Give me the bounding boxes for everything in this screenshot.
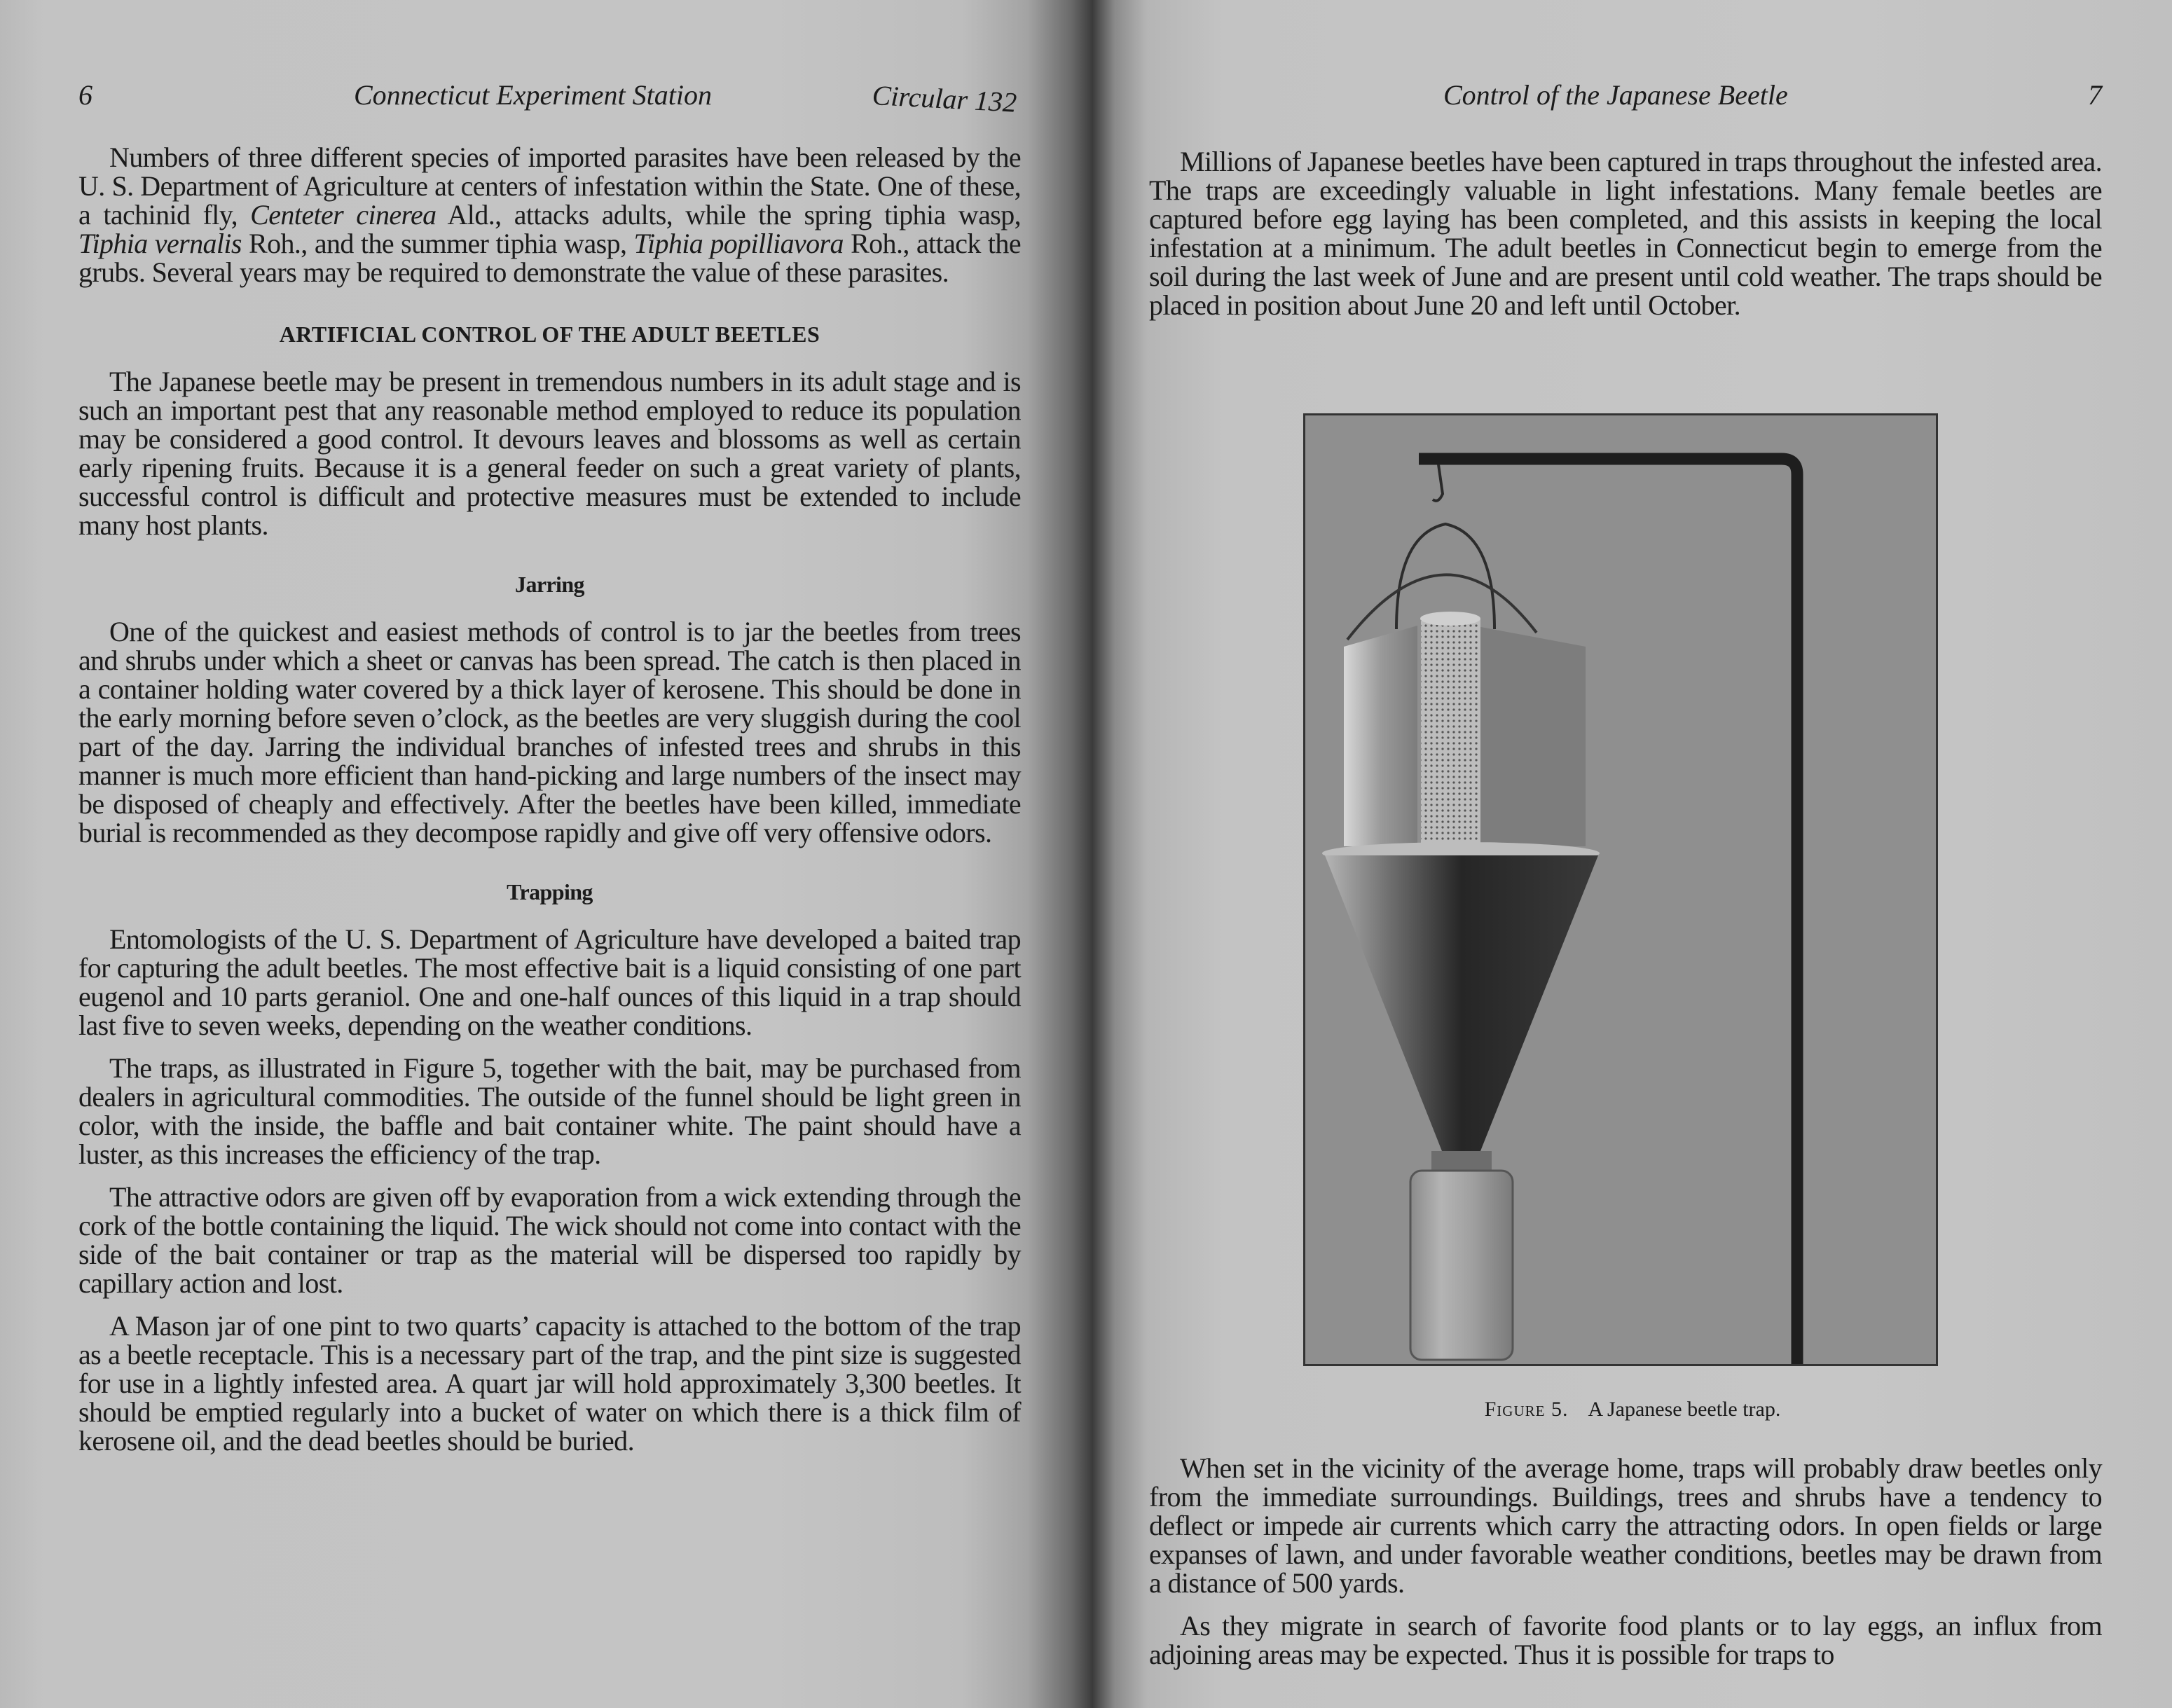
section-paragraph: The Japanese beetle may be present in tremendous numbers in its adult stage and is such an important pest that any reasonable method employed to reduce its population may be considered a good control. It devours leaves and blossoms as well as certain early ripening fruits. Because it is a general feeder on such a great variety of plants, successful control is difficult and protective measures must be extended to include many host plants.: [78, 366, 1021, 541]
beetle-trap-illustration: [1305, 415, 1936, 1364]
species-name: Centeter cinerea: [250, 199, 437, 230]
intro-paragraph: Numbers of three different species of imported parasites have been released by the U. S. Department of Agriculture at centers of infestation within the State. One of these, a tachinid fly, Centeter cinerea Ald., attacks adults, while the spring tiphia wasp, Tiphia vernalis Roh., and the summer tiphia wasp, Tiphia popilliavora Roh., attack the grubs. Several years may be required to demonstrate the value of these parasites.: [78, 142, 1021, 288]
trapping-heading: Trapping: [507, 879, 593, 904]
trapping-paragraph: Entomologists of the U. S. Department of Agriculture have developed a baited trap for capturing the adult beetles. The most effective bait is a liquid consisting of one part eugenol and 10 parts geraniol. One and one-half ounces of this liquid in a trap should last five to seven weeks, depending on the weather conditions.: [78, 923, 1021, 1041]
trap-baffle: [1473, 626, 1586, 846]
trapping-paragraph: The traps, as illustrated in Figure 5, together with the bait, may be purchased from dealers in agricultural commodities. The outside of the funnel should be light green in color, with the inside, the baffle and bait container white. The paint should have a luster, as this increases the efficiency of the trap.: [78, 1052, 1021, 1170]
figure-caption-text: A Japanese beetle trap.: [1588, 1398, 1781, 1421]
figure-beetle-trap-photo: [1303, 413, 1938, 1366]
opening-paragraph: Millions of Japanese beetles have been captured in traps throughout the infested area. The traps are exceedingly valuable in light infestations. Many female beetles are captured before egg laying has been completed, and this assists in keeping the local infestation at a minimum. The adult beetles in Connecticut begin to emerge from the soil during the last week of June and are present until cold weather. The traps should be placed in position about June 20 and left until October.: [1149, 146, 2102, 321]
left-text-column: [78, 143, 1021, 1469]
right-text-column-top: [1149, 147, 2102, 333]
running-head-left: Connecticut Experiment Station: [354, 79, 712, 111]
jarring-paragraph: One of the quickest and easiest methods of control is to jar the beetles from trees and shrubs under which a sheet or canvas has been spread. The catch is then placed in a container holding water covered by a thick layer of kerosene. This should be done in the early morning before seven o’clock, as the beetles are very sluggish during the cool part of the day. Jarring the individual branches of infested trees and shrubs in this manner is much more efficient than hand-picking and large numbers of the insect may be disposed of cheaply and effectively. After the beetles have been killed, immediate burial is recommended as they decompose rapidly and give off very offensive odors.: [78, 616, 1021, 848]
trapping-paragraph: The attractive odors are given off by evaporation from a wick extending through the cork of the bottle containing the liquid. The wick should not come into contact with the side of the bait container or trap as the material will be dispersed too rapidly by capillary action and lost.: [78, 1181, 1021, 1299]
section-heading: ARTIFICIAL CONTROL OF THE ADULT BEETLES: [279, 322, 820, 347]
bait-container: [1421, 619, 1480, 846]
running-head-right: Control of the Japanese Beetle: [1443, 79, 1788, 111]
trapping-paragraph: A Mason jar of one pint to two quarts’ capacity is attached to the bottom of the trap as a beetle receptacle. This is a necessary part of the trap, and the pint size is suggested for use in a lightly infested area. A quart jar will hold approximately 3,300 beetles. It should be emptied regularly into a bucket of water on which there is a thick film of kerosene oil, and the dead beetles should be buried.: [78, 1310, 1021, 1456]
figure-caption: [1093, 1398, 2172, 1421]
jarring-heading: Jarring: [515, 572, 584, 597]
body-paragraph: As they migrate in search of favorite food plants or to lay eggs, an influx from adjoining areas may be expected. Thus it is possible for traps to: [1149, 1610, 2102, 1670]
species-name: Tiphia vernalis: [78, 228, 242, 259]
running-head-circular: Circular 132: [871, 79, 1018, 118]
mason-jar: [1410, 1171, 1513, 1360]
species-name: Tiphia popilliavora: [633, 228, 844, 259]
right-text-column-bottom: [1149, 1454, 2102, 1683]
jar-lid-threads: [1431, 1151, 1492, 1171]
page-number-right: 7: [2088, 79, 2102, 111]
body-paragraph: When set in the vicinity of the average home, traps will probably draw beetles only from the immediate surroundings. Buildings, trees and shrubs have a tendency to deflect or impede air currents which carry the attracting odors. In open fields or large expanses of lawn, and under favorable weather conditions, beetles may be drawn from a distance of 500 yards.: [1149, 1452, 2102, 1599]
page-number-left: 6: [78, 79, 92, 111]
figure-label: Figure 5.: [1484, 1398, 1569, 1421]
trap-baffle: [1344, 626, 1417, 846]
